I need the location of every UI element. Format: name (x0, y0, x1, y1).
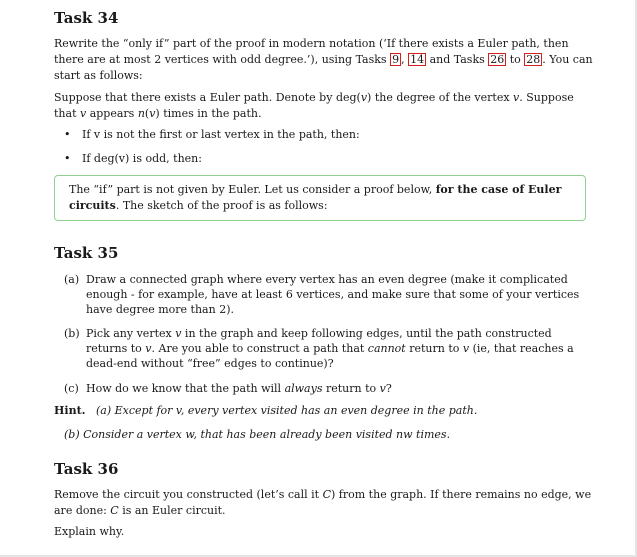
hint-label: Hint. (54, 404, 86, 417)
task-36-title: Task 36 (54, 460, 119, 478)
task-36-text: Remove the circuit you constructed (let’s call it C) from the graph. If there remains no edge, we are done: C is an Euler circuit. (54, 488, 592, 517)
task-34-intro: Rewrite the “only if” part of the proof in modern notation (‘If there exists a Euler path, then there are at most 2 vertices with odd degree.’), using Tasks 9 , 14 and Tasks 26 to 28 . You can start as follows: (54, 37, 593, 82)
list-item: (b) Pick any vertex v in the graph and keep following edges, until the path constructed returns to v. Are you able to construct a path that cannot return to v (ie, that reaches a dead-end without “free” edges to continue)? (64, 327, 574, 370)
list-item: (c) How do we know that the path will always return to v? (64, 382, 392, 395)
list-item: (a) Draw a connected graph where every vertex has an even degree (make it complicated enough - for example, have at least 6 vertices, and make sure that some of your vertices have degree more than 2). (64, 273, 580, 316)
task-34-suppose: Suppose that there exists a Euler path. Denote by deg(v) the degree of the vertex v. Suppose that v appears n(v) times in the path. (54, 91, 574, 120)
task-34-title: Task 34 (54, 9, 119, 27)
task-ref-link[interactable]: 14 (410, 53, 425, 66)
if-part-callout: The “if” part is not given by Euler. Let us consider a proof below, for the case of Euler circuits. The sketch of the proof is as follows: (54, 175, 586, 221)
hint-a: (a) Except for v, every vertex visited has an even degree in the path. (95, 404, 478, 417)
hint-line (54, 403, 594, 419)
task-ref-link[interactable]: 28 (526, 53, 541, 66)
task-ref-link[interactable]: 26 (490, 53, 505, 66)
task-35-title: Task 35 (54, 244, 119, 262)
task-36-explain: Explain why. (54, 525, 125, 538)
list-item: • If deg(v) is odd, then: (64, 152, 202, 165)
task-ref-link[interactable]: 9 (392, 53, 400, 66)
hint-b-line: (b) Consider a vertex w, that has been already been visited nw times. (64, 428, 451, 441)
list-item: • If v is not the first or last vertex in the path, then: (64, 128, 360, 141)
